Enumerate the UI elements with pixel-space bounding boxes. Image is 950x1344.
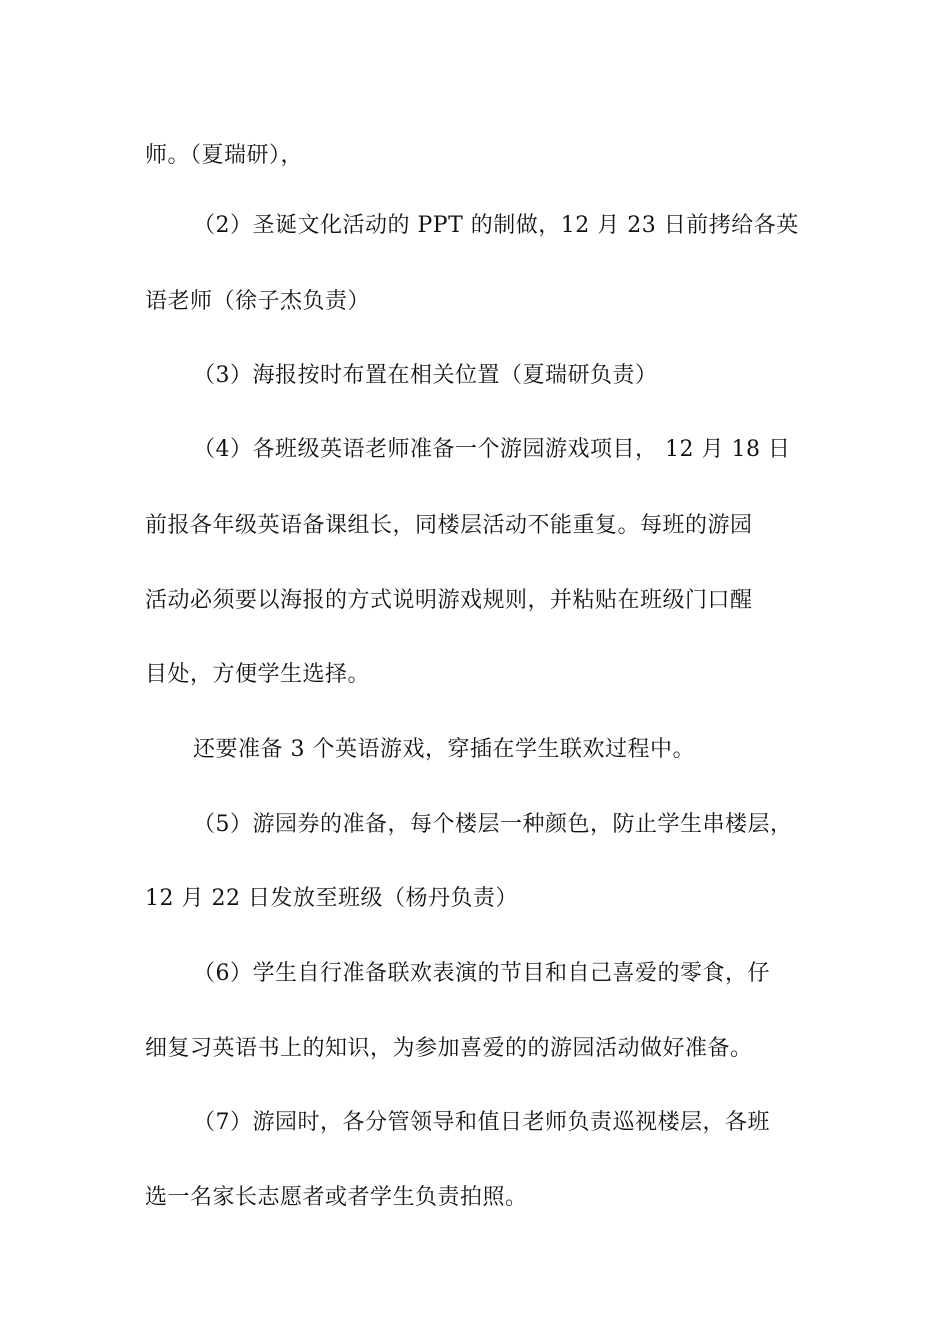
text-line: （7）游园时，各分管领导和值日老师负责巡视楼层，各班 [193,1110,770,1135]
text-line: （6）学生自行准备联欢表演的节目和自己喜爱的零食，仔 [193,961,770,986]
text-line: 还要准备 3 个英语游戏，穿插在学生联欢过程中。 [193,737,695,762]
text-line: 目处，方便学生选择。 [145,662,371,687]
text-line: （2）圣诞文化活动的 PPT 的制做，12 月 23 日前拷给各英 [193,213,799,238]
text-line: 细复习英语书上的知识，为参加喜爱的的游园活动做好准备。 [145,1036,753,1061]
text-line: 语老师（徐子杰负责） [145,289,371,314]
text-line: （3）海报按时布置在相关位置（夏瑞研负责） [193,363,658,388]
text-line: 师。（夏瑞研）， [145,143,304,168]
text-line: （4）各班级英语老师准备一个游园游戏项目， 12 月 18 日 [193,437,791,462]
text-line: （5）游园券的准备，每个楼层一种颜色，防止学生串楼层， [193,812,793,837]
text-line: 前报各年级英语备课组长，同楼层活动不能重复。每班的游园 [145,513,753,538]
text-line: 12 月 22 日发放至班级（杨丹负责） [145,886,518,911]
text-line: 选一名家长志愿者或者学生负责拍照。 [145,1185,528,1210]
text-line: 活动必须要以海报的方式说明游戏规则，并粘贴在班级门口醒 [145,588,753,613]
